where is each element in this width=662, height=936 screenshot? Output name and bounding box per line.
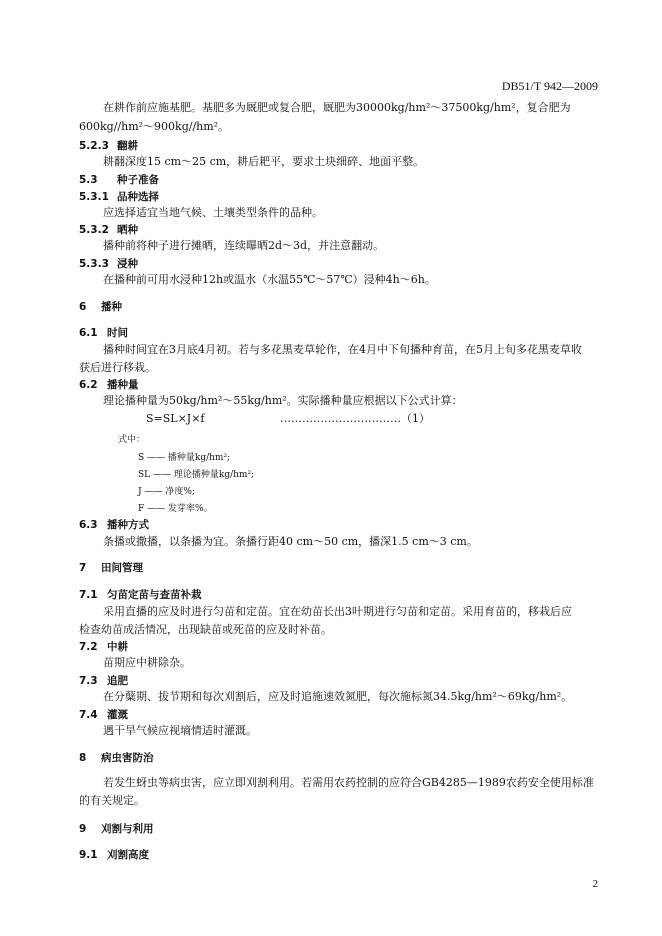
section-title: 中耕 bbox=[107, 641, 128, 653]
section-number: 5.3.1 bbox=[79, 191, 109, 203]
section-6-2-heading bbox=[79, 377, 139, 392]
section-title: 品种选择 bbox=[117, 191, 159, 203]
section-6-3-body: 条播或撒播，以条播为宜。条播行距40 cm～50 cm，播深1.5 cm～3 cm。 bbox=[103, 535, 478, 548]
section-title: 翻耕 bbox=[117, 140, 138, 152]
formula-where-label: 式中： bbox=[118, 435, 146, 445]
section-number: 7 bbox=[79, 562, 87, 574]
section-title: 追肥 bbox=[107, 675, 128, 687]
section-7-1-heading bbox=[79, 587, 202, 602]
section-5-3-1-body: 应选择适宜当地气候、土壤类型条件的品种。 bbox=[103, 206, 323, 219]
section-title: 刈割高度 bbox=[107, 849, 149, 861]
section-7-1-body-line2: 检查幼苗成活情况，出现缺苗或死苗的应及时补苗。 bbox=[79, 623, 332, 636]
paragraph-fertilizer-line1: 在耕作前应施基肥。基肥多为厩肥或复合肥，厩肥为30000kg/hm²～37500kg/hm²，复合肥为 bbox=[103, 101, 571, 114]
section-number: 9 bbox=[79, 823, 87, 835]
section-8-body-line1: 若发生蚜虫等病虫害，应立即刈割利用。若需用农药控制的应符合GB4285—1989农药安全使用标准 bbox=[103, 776, 594, 789]
paragraph-fertilizer-line2: 600kg//hm²～900kg//hm²。 bbox=[79, 120, 230, 133]
section-number: 7.2 bbox=[79, 641, 98, 653]
section-number: 7.1 bbox=[79, 589, 98, 601]
section-number: 5.2.3 bbox=[79, 140, 109, 152]
section-5-3-heading bbox=[79, 172, 159, 187]
section-7-heading bbox=[79, 560, 143, 575]
formula-number: ……………………………（1） bbox=[280, 412, 430, 425]
variable-f: F —— 发芽率%。 bbox=[138, 504, 213, 514]
section-6-1-body-line2: 获后进行移栽。 bbox=[79, 361, 156, 374]
section-5-2-3-heading bbox=[79, 138, 138, 153]
page-number: 2 bbox=[592, 878, 598, 890]
variable-sl: SL —— 理论播种量kg/hm²; bbox=[138, 470, 255, 480]
section-7-1-body-line1: 采用直播的应及时进行匀苗和定苗。宜在幼苗长出3叶期进行匀苗和定苗。采用育苗的，移栽后应 bbox=[103, 605, 572, 618]
section-title: 病虫害防治 bbox=[101, 752, 154, 764]
section-number: 5.3.3 bbox=[79, 258, 109, 270]
section-title: 播种方式 bbox=[107, 519, 149, 531]
section-6-3-heading bbox=[79, 517, 149, 532]
section-title: 匀苗定苗与查苗补栽 bbox=[107, 589, 202, 601]
formula: S=SL×J×f bbox=[146, 412, 205, 425]
section-5-2-3-body: 耕翻深度15 cm～25 cm，耕后耙平，要求土块细碎、地面平整。 bbox=[103, 155, 425, 168]
section-title: 晒种 bbox=[117, 224, 138, 236]
section-5-3-3-heading bbox=[79, 256, 138, 271]
variable-j: J —— 净度%; bbox=[138, 487, 195, 497]
section-7-3-body: 在分蘖期、拔节期和每次刈割后，应及时追施速效氮肥，每次施标氮34.5kg/hm²～69kg/hm²。 bbox=[103, 690, 573, 703]
section-title: 田间管理 bbox=[101, 562, 143, 574]
section-5-3-1-heading bbox=[79, 189, 159, 204]
section-7-2-body: 苗期应中耕除杂。 bbox=[103, 656, 191, 669]
section-title: 播种 bbox=[101, 301, 122, 313]
section-8-body-line2: 的有关规定。 bbox=[79, 794, 145, 807]
section-title: 播种量 bbox=[107, 379, 139, 391]
section-number: 6 bbox=[79, 301, 87, 313]
section-9-1-heading bbox=[79, 847, 149, 862]
section-number: 6.1 bbox=[79, 327, 98, 339]
section-6-1-heading bbox=[79, 325, 128, 340]
section-7-4-body: 遇干旱气候应视墒情适时灌溉。 bbox=[103, 724, 257, 737]
section-number: 8 bbox=[79, 752, 87, 764]
section-7-4-heading bbox=[79, 707, 128, 722]
section-title: 灌溉 bbox=[107, 709, 128, 721]
section-5-3-2-body: 播种前将种子进行摊晒，连续曝晒2d～3d，并注意翻动。 bbox=[103, 239, 385, 252]
section-7-3-heading bbox=[79, 673, 128, 688]
section-number: 5.3.2 bbox=[79, 224, 109, 236]
section-5-3-2-heading bbox=[79, 222, 138, 237]
section-number: 6.2 bbox=[79, 379, 98, 391]
section-title: 浸种 bbox=[117, 258, 138, 270]
section-6-2-body: 理论播种量为50kg/hm²～55kg/hm²。实际播种量应根据以下公式计算： bbox=[103, 394, 463, 407]
section-8-heading bbox=[79, 750, 154, 765]
section-title: 刈割与利用 bbox=[101, 823, 154, 835]
variable-s: S —— 播种量kg/hm²; bbox=[138, 453, 231, 463]
section-5-3-3-body: 在播种前可用水浸种12h或温水（水温55℃～57℃）浸种4h～6h。 bbox=[103, 273, 436, 286]
section-number: 5.3 bbox=[79, 174, 98, 186]
section-title: 时间 bbox=[107, 327, 128, 339]
section-6-heading bbox=[79, 299, 122, 314]
section-number: 7.3 bbox=[79, 675, 98, 687]
section-number: 6.3 bbox=[79, 519, 98, 531]
section-title: 种子准备 bbox=[117, 174, 159, 186]
section-7-2-heading bbox=[79, 639, 128, 654]
section-9-heading bbox=[79, 821, 154, 836]
document-code-header: DB51/T 942—2009 bbox=[501, 79, 598, 93]
section-number: 7.4 bbox=[79, 709, 98, 721]
section-number: 9.1 bbox=[79, 849, 98, 861]
section-6-1-body-line1: 播种时间宜在3月底4月初。若与多花黑麦草轮作，在4月中下旬播种育苗，在5月上旬多花黑麦草收 bbox=[103, 343, 582, 356]
